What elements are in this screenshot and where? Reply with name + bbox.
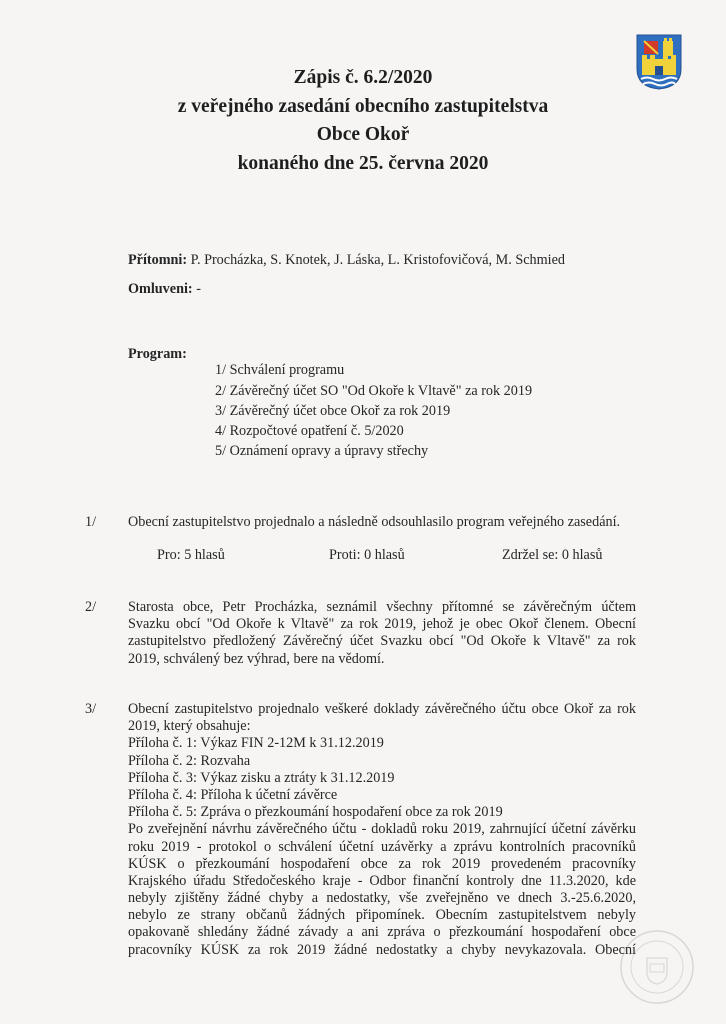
paragraph-line: Krajského úřadu Středočeského kraje - Odbor finanční kontroly dne 11.3.2020, kde	[128, 872, 636, 889]
section-paragraph	[128, 701, 636, 959]
paragraph-line: KÚSK o přezkoumání hospodaření obce za rok 2019 provedeném pracovníky	[128, 855, 636, 872]
attachment-line: Příloha č. 2: Rozvaha	[128, 752, 251, 769]
attachment-line: Příloha č. 3: Výkaz zisku a ztráty k 31.12.2019	[128, 769, 395, 786]
program-item: 4/ Rozpočtové opatření č. 5/2020	[215, 423, 404, 439]
paragraph-line: 2019, schválený bez výhrad, bere na vědomí.	[128, 650, 385, 667]
attendance-excused	[128, 281, 201, 298]
program-item: 5/ Oznámení opravy a úpravy střechy	[215, 443, 429, 459]
program-item: 1/ Schválení programu	[215, 362, 345, 378]
document-title	[0, 64, 726, 178]
vote-for: Pro: 5 hlasů	[157, 547, 225, 563]
vote-against: Proti: 0 hlasů	[329, 547, 405, 563]
paragraph-line: zastupitelstvo předložený Závěrečný účet Svazku obcí "Od Okoře k Vltavě" za rok	[128, 633, 636, 650]
paragraph-line: opakovaně shledány žádné závady a ani zpráva o přezkoumání hospodaření obce	[128, 924, 636, 941]
section-text: Obecní zastupitelstvo projednalo a následně odsouhlasilo program veřejného zasedání.	[128, 514, 621, 530]
attachment-line: Příloha č. 5: Zpráva o přezkoumání hospodaření obce za rok 2019	[128, 804, 503, 821]
paragraph-line: pracovníky KÚSK za rok 2019 žádné nedostatky a chyby nevykazovala. Obecní	[128, 941, 636, 958]
paragraph-line: roku 2019 - protokol o schválení účetní uzávěrky a zprávu kontrolních pracovníků	[128, 838, 636, 855]
paragraph-line: 2019, který obsahuje:	[128, 718, 251, 735]
section-number: 2/	[85, 599, 97, 615]
attachment-line: Příloha č. 4: Příloha k účetní závěrce	[128, 786, 338, 803]
faint-round-stamp	[618, 928, 696, 1006]
present-label: Přítomni:	[128, 252, 188, 268]
attendance-present	[128, 252, 565, 269]
vote-abstain: Zdržel se: 0 hlasů	[502, 547, 603, 563]
title-line: Obce Okoř	[316, 124, 410, 145]
section-paragraph	[128, 599, 636, 668]
section-number: 3/	[85, 701, 97, 717]
excused-label: Omluveni:	[128, 281, 193, 297]
program-label: Program:	[128, 346, 187, 362]
paragraph-line: Svazku obcí "Od Okoře k Vltavě" za rok 2019, jehož je obec Okoř členem. Obecní	[128, 616, 636, 633]
excused-value: -	[196, 281, 201, 297]
paragraph-line: Starosta obce, Petr Procházka, seznámil všechny přítomné se závěrečným účtem	[128, 599, 636, 615]
paragraph-line: nebylo ze strany občanů žádných připomínek. Obecním zastupitelstvem nebyly	[128, 907, 636, 924]
paragraph-line: nebyly zjištěny žádné chyby a nedostatky, vše zveřejněno ve dnech 3.-25.6.2020,	[128, 890, 636, 907]
attachment-line: Příloha č. 1: Výkaz FIN 2-12M k 31.12.2019	[128, 735, 384, 752]
present-value: P. Procházka, S. Knotek, J. Láska, L. Kristofovičová, M. Schmied	[190, 252, 565, 268]
paragraph-line: Po zveřejnění návrhu závěrečného účtu - dokladů roku 2019, zahrnující účetní závěrku	[128, 821, 636, 838]
program-item: 3/ Závěrečný účet obce Okoř za rok 2019	[215, 403, 451, 419]
title-line: Zápis č. 6.2/2020	[293, 67, 433, 88]
title-line: konaného dne 25. června 2020	[237, 152, 489, 174]
title-line: z veřejného zasedání obecního zastupitelstva	[177, 95, 549, 117]
section-number: 1/	[85, 514, 97, 530]
program-item: 2/ Závěrečný účet SO "Od Okoře k Vltavě" za rok 2019	[215, 383, 533, 399]
paragraph-line: Obecní zastupitelstvo projednalo veškeré doklady závěrečného účtu obce Okoř za rok	[128, 701, 636, 717]
